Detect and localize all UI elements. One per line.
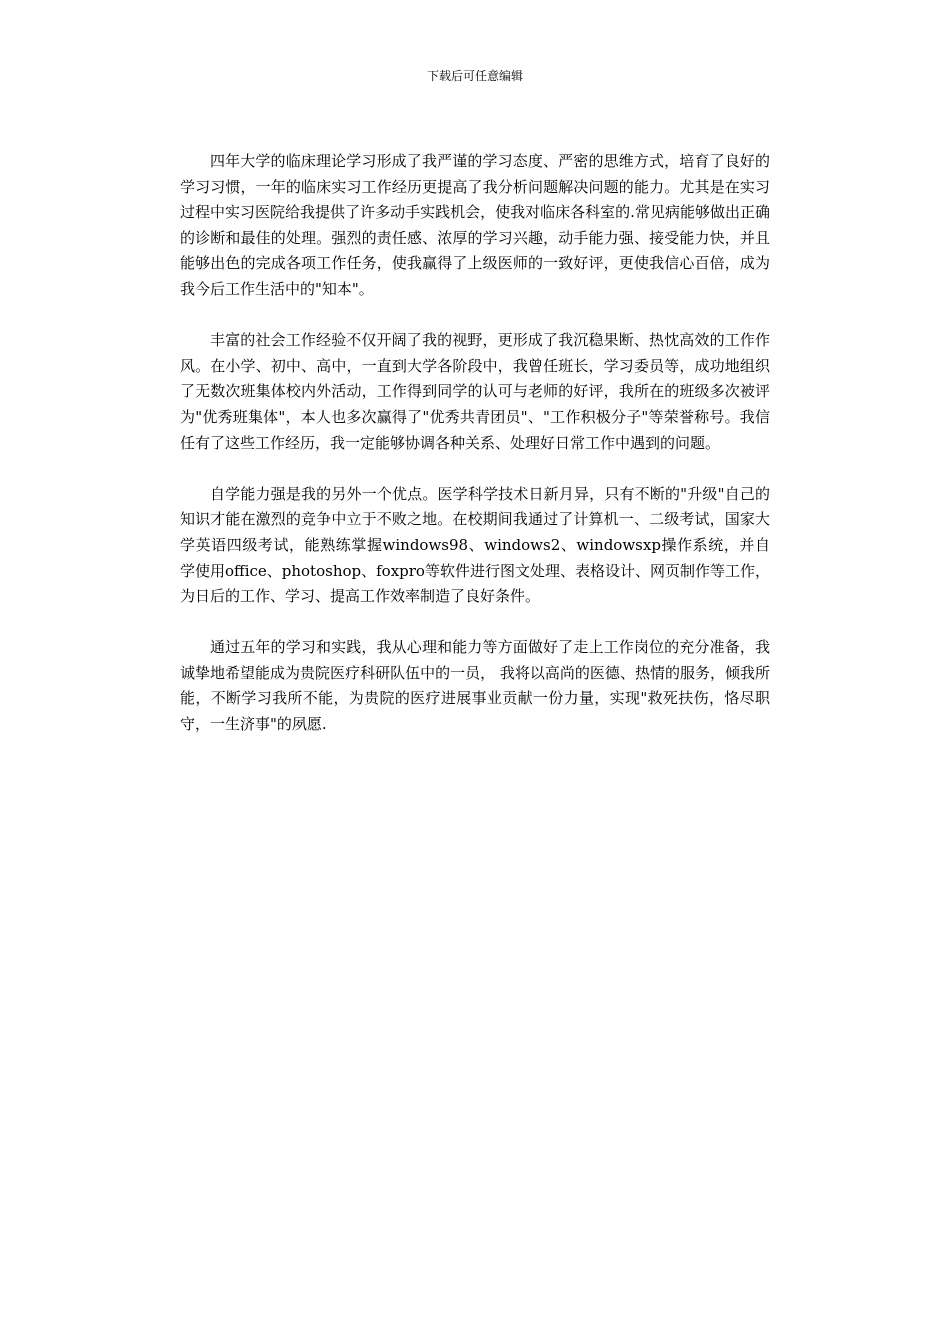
paragraph-social-experience: 丰富的社会工作经验不仅开阔了我的视野，更形成了我沉稳果断、热忱高效的工作作风。在小学、初中、高中，一直到大学各阶段中，我曾任班长，学习委员等，成功地组织了无数次班集体校内外活动，工作得到同学的认可与老师的好评，我所在的班级多次被评为"优秀班集体"，本人也多次赢得了"优秀共青团员"、"工作积极分子"等荣誉称号。我信任有了这些工作经历，我一定能够协调各种关系、处理好日常工作中遇到的问题。 (180, 331, 770, 452)
page-header: 下载后可任意编辑 (426, 69, 523, 83)
paragraph-self-learning: 自学能力强是我的另外一个优点。医学科学技术日新月异，只有不断的"升级"自己的知识才能在激烈的竞争中立于不败之地。在校期间我通过了计算机一、二级考试，国家大学英语四级考试，能熟练掌握windows98、windows2、windowsxp操作系统，并自学使用office、photoshop、foxpro等软件进行图文处理、表格设计、网页制作等工作，为日后的工作、学习、提高工作效率制造了良好条件。 (180, 484, 770, 606)
paragraph-clinical-study: 四年大学的临床理论学习形成了我严谨的学习态度、严密的思维方式，培育了良好的学习习惯，一年的临床实习工作经历更提高了我分析问题解决问题的能力。尤其是在实习过程中实习医院给我提供了许多动手实践机会，使我对临床各科室的.常见病能够做出正确的诊断和最佳的处理。强烈的责任感、浓厚的学习兴趣，动手能力强、接受能力快，并且能够出色的完成各项工作任务，使我赢得了上级医师的一致好评，更使我信心百倍，成为我今后工作生活中的"知本"。 (180, 152, 770, 298)
document-body (180, 149, 770, 738)
paragraph-conclusion: 通过五年的学习和实践，我从心理和能力等方面做好了走上工作岗位的充分准备，我诚挚地希望能成为贵院医疗科研队伍中的一员， 我将以高尚的医德、热情的服务，倾我所能，不断学习我所不能，为贵院的医疗进展事业贡献一份力量，实现"救死扶伤，恪尽职守，一生济事"的夙愿. (180, 638, 770, 734)
